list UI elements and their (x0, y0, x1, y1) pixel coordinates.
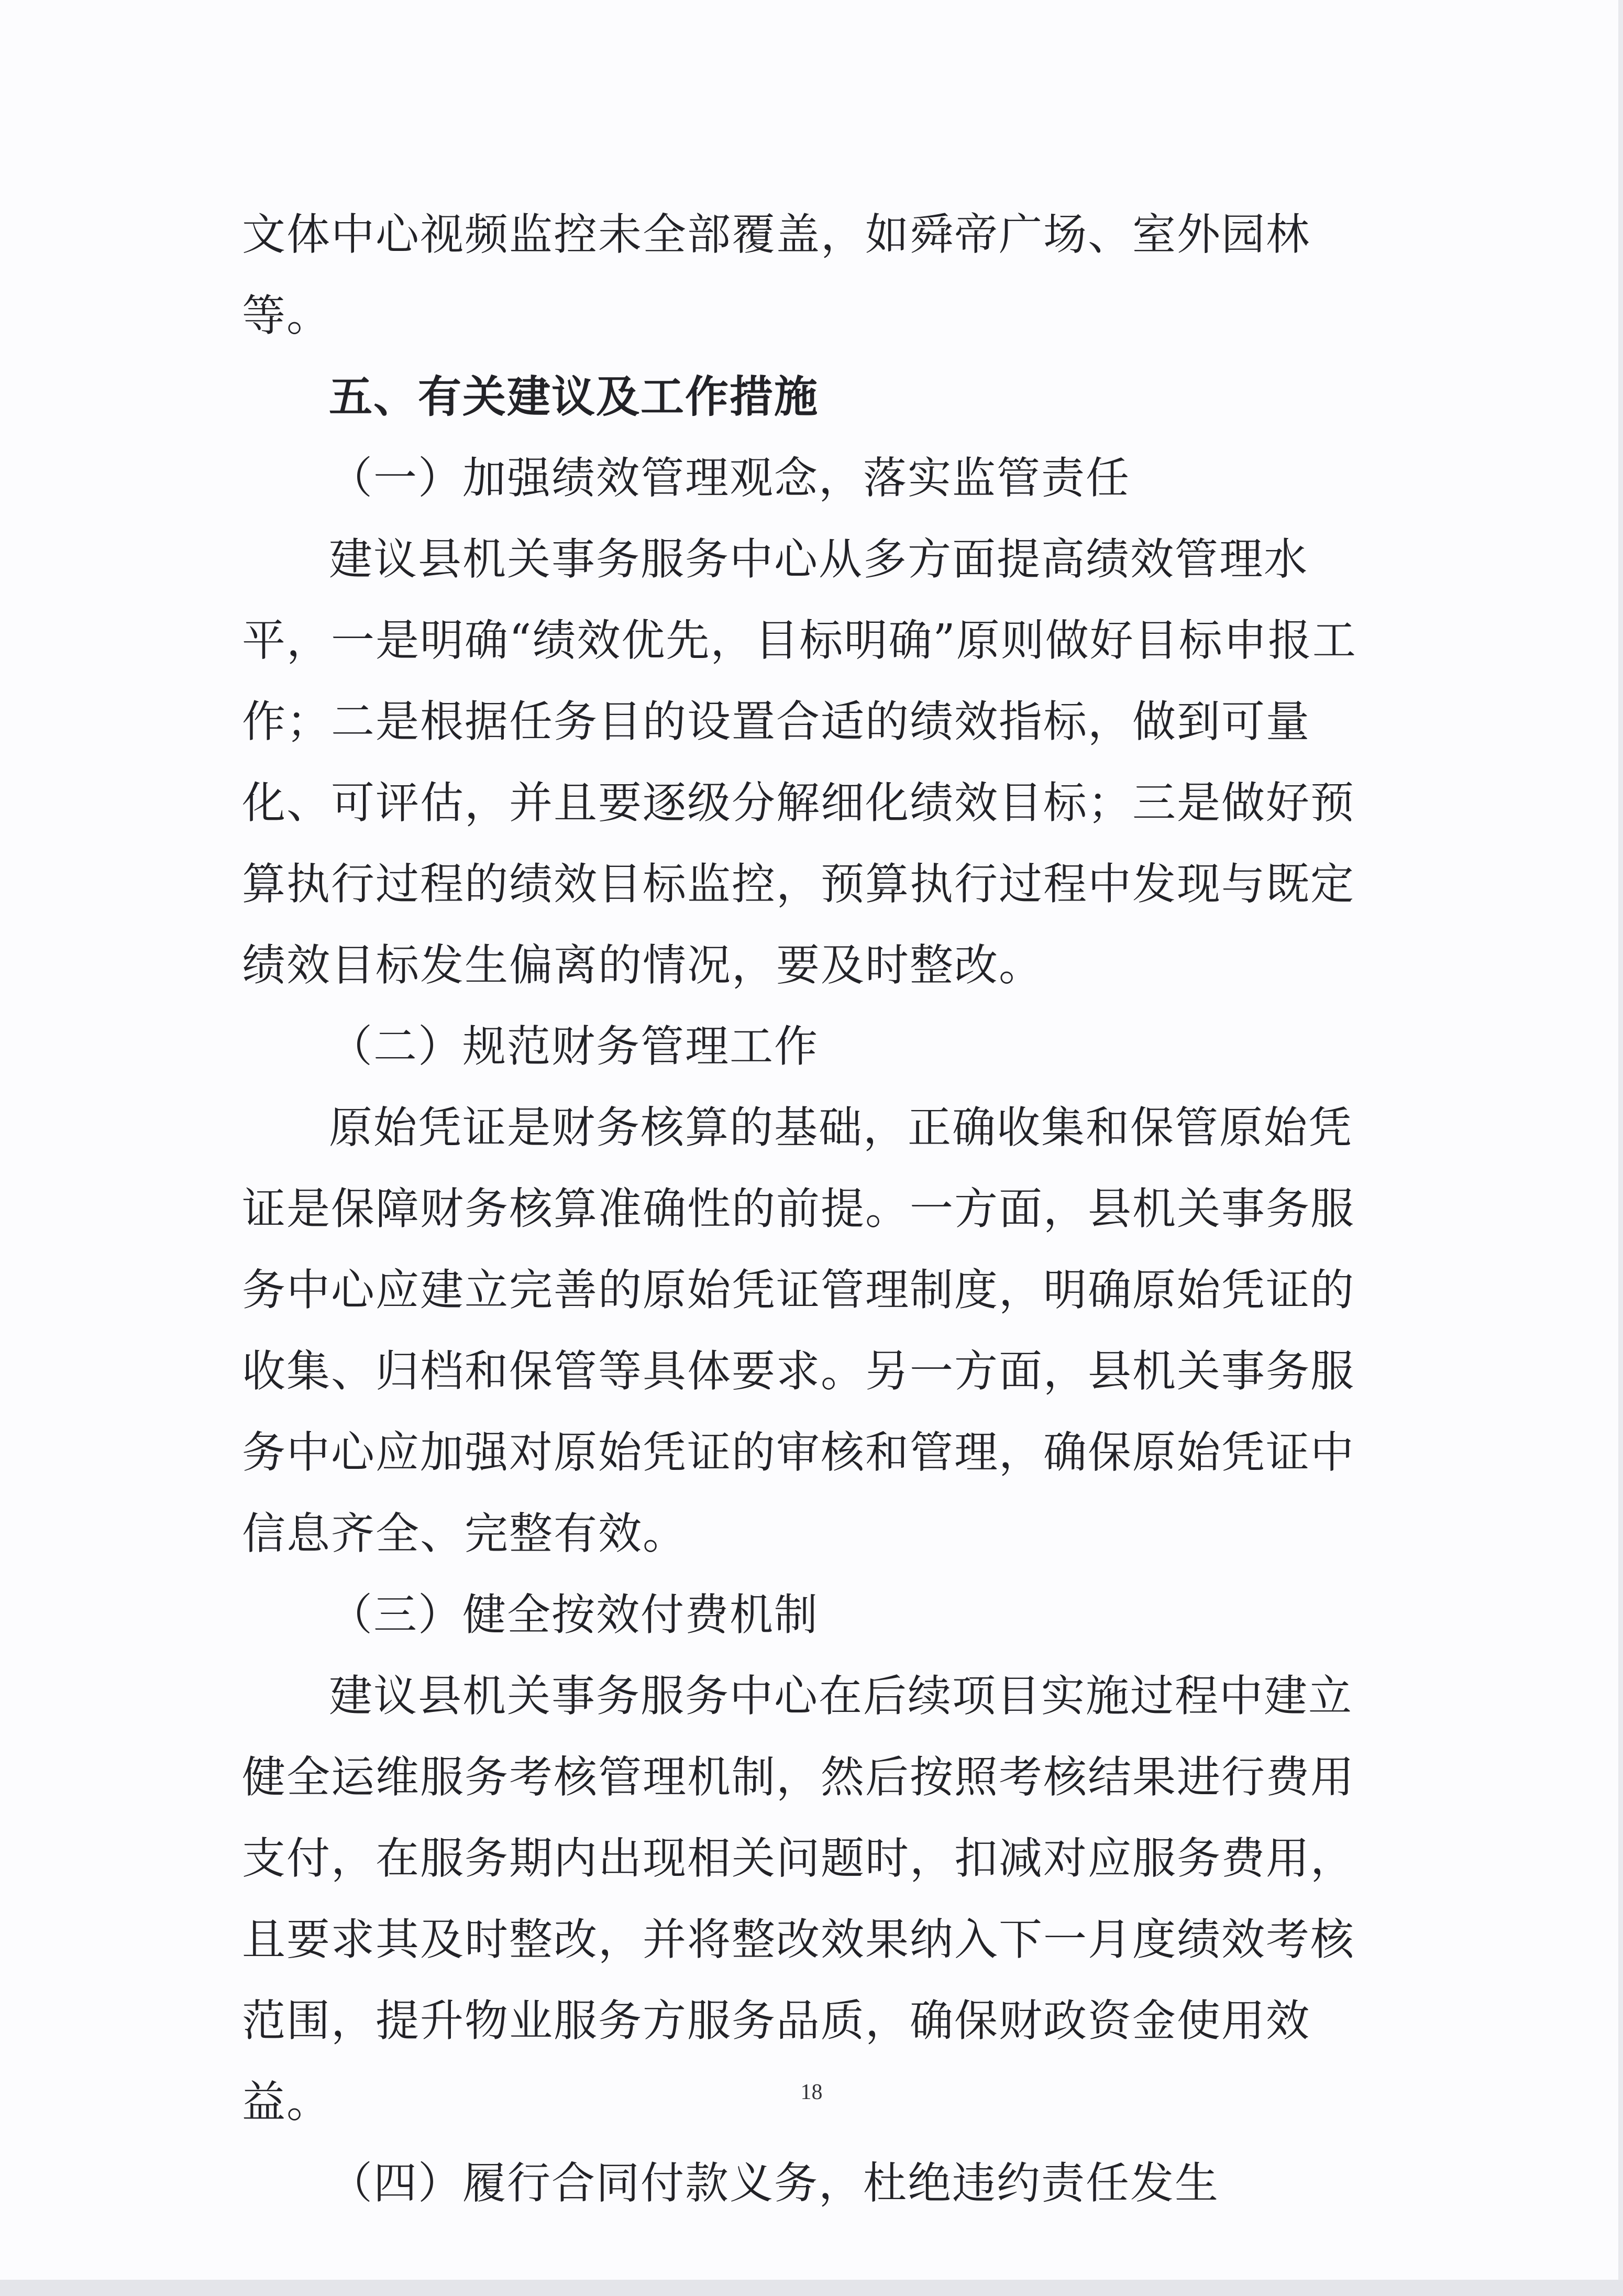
subsection-heading: （三）健全按效付费机制 (329, 1589, 819, 1640)
paragraph: 建议县机关事务服务中心从多方面提高绩效管理水平，一是明确“绩效优先，目标明确”原则做好目标申报工作；二是根据任务目的设置合适的绩效指标，做到可量化、可评估，并且要逐级分解细化绩效目标；三是做好预算执行过程的绩效目标监控，预算执行过程中发现与既定绩效目标发生偏离的情况，要及时整改。 (242, 534, 1357, 991)
scan-edge-bottom (0, 2280, 1623, 2296)
paragraph-continuation: 文体中心视频监控未全部覆盖，如舜帝广场、室外园林等。 (242, 209, 1310, 341)
subsection-heading: （一）加强绩效管理观念，落实监管责任 (329, 453, 1130, 503)
scan-edge-right (1618, 0, 1623, 2296)
subsection-heading: （二）规范财务管理工作 (329, 1021, 819, 1072)
page-number: 18 (800, 2080, 823, 2104)
document-body (242, 194, 1368, 2224)
subsection-heading: （四）履行合同付款义务，杜绝违约责任发生 (329, 2158, 1219, 2209)
paragraph: 建议县机关事务服务中心在后续项目实施过程中建立健全运维服务考核管理机制，然后按照考核结果进行费用支付，在服务期内出现相关问题时，扣减对应服务费用，且要求其及时整改，并将整改效果纳入下一月度绩效考核范围，提升物业服务方服务品质，确保财政资金使用效益。 (242, 1671, 1355, 2127)
section-heading: 五、有关建议及工作措施 (329, 371, 819, 422)
paragraph: 原始凭证是财务核算的基础，正确收集和保管原始凭证是保障财务核算准确性的前提。一方面，县机关事务服务中心应建立完善的原始凭证管理制度，明确原始凭证的收集、归档和保管等具体要求。另一方面，县机关事务服务中心应加强对原始凭证的审核和管理，确保原始凭证中信息齐全、完整有效。 (242, 1102, 1355, 1559)
